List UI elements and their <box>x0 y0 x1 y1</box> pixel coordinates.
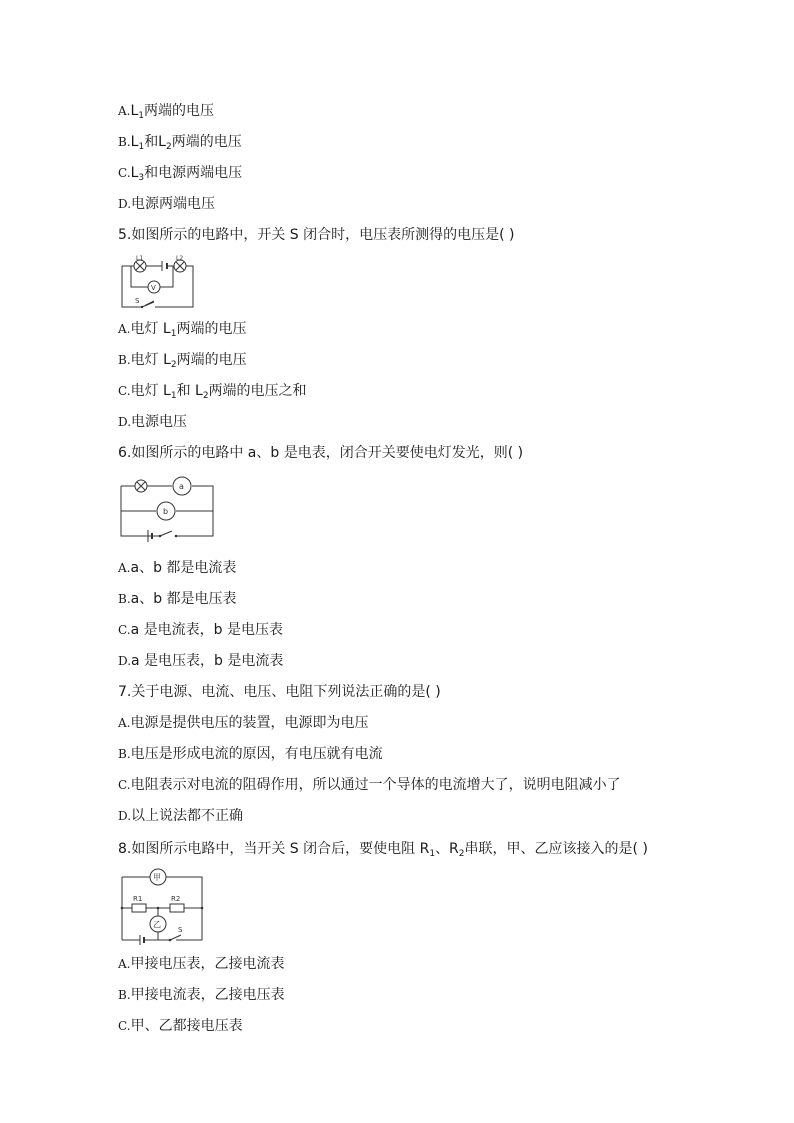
option-letter: A. <box>118 957 131 971</box>
option-letter: D. <box>118 809 132 823</box>
q7-stem: 7.关于电源、电流、电压、电阻下列说法正确的是( ) <box>118 684 441 700</box>
q5-circuit-diagram <box>118 252 198 312</box>
q6-option-a: A.a、b 都是电流表 <box>118 560 237 576</box>
q5-option-c: C.电灯 $L_1$和 $L_2$两端的电压之和 <box>118 383 307 401</box>
option-letter: C. <box>118 778 131 792</box>
option-letter: A. <box>118 104 131 118</box>
q8-option-a: A.甲接电压表，乙接电流表 <box>118 956 285 972</box>
option-letter: C. <box>118 623 131 637</box>
q8-r1-label: R1 <box>133 895 143 903</box>
q7-option-d: D.以上说法都不正确 <box>118 808 244 824</box>
q5-l2-label: L2 <box>176 255 184 262</box>
q5-option-d: D.电源电压 <box>118 414 188 430</box>
q6-option-b: B.a、b 都是电压表 <box>118 591 237 607</box>
q5-switch-label: S <box>135 297 140 305</box>
q6-circuit-diagram <box>118 474 218 546</box>
option-letter: B. <box>118 353 131 367</box>
q4-option-b: $B.L_1$和$L_2$两端的电压 <box>118 134 242 152</box>
q8-r2-label: R2 <box>171 895 181 903</box>
q6-meter-b-label: b <box>163 507 169 516</box>
q8-option-c: C.甲、乙都接电压表 <box>118 1018 243 1034</box>
option-letter: B. <box>118 988 131 1002</box>
option-letter: C. <box>118 384 131 398</box>
q4-option-d: D.电源两端电压 <box>118 196 216 212</box>
q8-jia-label: 甲 <box>153 873 161 882</box>
q8-circuit-diagram <box>118 866 208 946</box>
option-letter: A. <box>118 322 131 336</box>
q5-stem: 5.如图所示的电路中，开关 S 闭合时，电压表所测得的电压是( ) <box>118 227 515 243</box>
q8-stem: 8.如图所示电路中，当开关 S 闭合后，要使电阻 $R_1$、$R_2$串联，甲、乙应该接入的是( ) <box>118 841 648 859</box>
option-letter: B. <box>118 135 131 149</box>
option-letter: A. <box>118 716 131 730</box>
q5-l1-label: L1 <box>136 255 144 262</box>
q4-option-a: $A.L_1$两端的电压 <box>118 103 215 121</box>
q6-stem: 6.如图所示的电路中 a、b 是电表，闭合开关要使电灯发光，则( ) <box>118 445 524 461</box>
q6-meter-a-label: a <box>179 482 184 491</box>
option-letter: B. <box>118 747 131 761</box>
option-letter: B. <box>118 592 131 606</box>
q6-option-d: D.a 是电压表，b 是电流表 <box>118 653 284 669</box>
q7-option-a: A.电源是提供电压的装置，电源即为电压 <box>118 715 369 731</box>
option-letter: A. <box>118 561 131 575</box>
q7-option-c: C.电阻表示对电流的阻碍作用，所以通过一个导体的电流增大了，说明电阻减小了 <box>118 777 621 793</box>
q8-yi-label: 乙 <box>153 920 161 929</box>
option-letter: C. <box>118 1019 131 1033</box>
option-letter: D. <box>118 654 132 668</box>
q8-switch-label: S <box>178 926 183 934</box>
q7-option-b: B.电压是形成电流的原因，有电压就有电流 <box>118 746 383 762</box>
option-letter: C. <box>118 166 131 180</box>
q8-option-b: B.甲接电流表，乙接电压表 <box>118 987 285 1003</box>
option-letter: D. <box>118 415 132 429</box>
q4-option-c: $C.L_3$和电源两端电压 <box>118 165 243 183</box>
option-letter: D. <box>118 197 132 211</box>
q5-option-b: B.电灯 $L_2$两端的电压 <box>118 352 247 370</box>
q6-option-c: C.a 是电流表，b 是电压表 <box>118 622 283 638</box>
q5-voltmeter-label: V <box>151 284 156 292</box>
q5-option-a: A.电灯 $L_1$两端的电压 <box>118 321 247 339</box>
